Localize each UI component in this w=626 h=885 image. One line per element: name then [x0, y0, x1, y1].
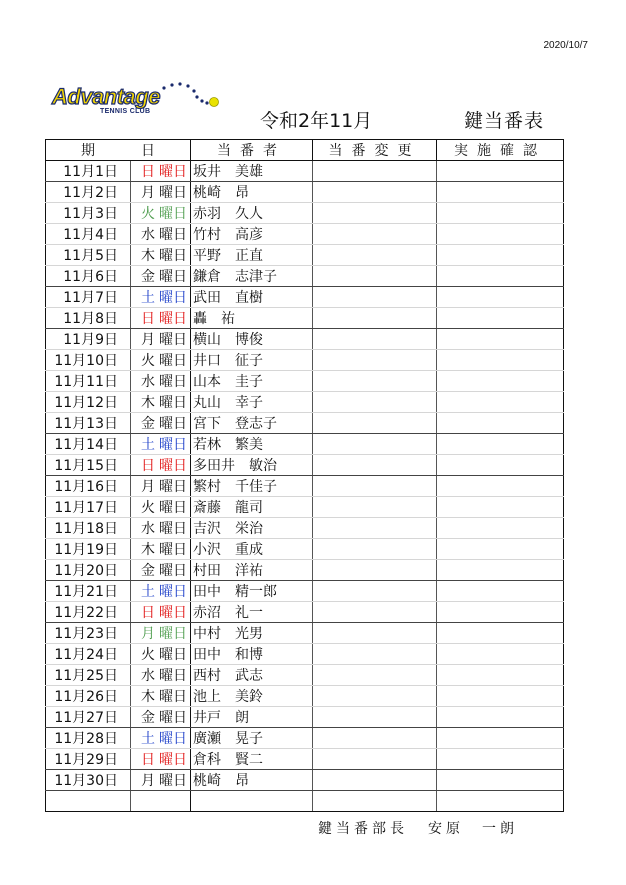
table-body: [46, 161, 564, 812]
change-cell: [313, 266, 437, 287]
date-cell: 11月12日: [46, 392, 131, 413]
weekday-char: 木: [141, 542, 155, 558]
duty-name-cell: 廣瀬 晃子: [191, 728, 313, 749]
duty-name-cell: 田中 和博: [191, 644, 313, 665]
weekday-cell: [131, 728, 191, 749]
weekday-cell: [131, 224, 191, 245]
table-row: [46, 329, 564, 350]
weekday-char: 木: [141, 248, 155, 264]
confirm-cell: [437, 434, 564, 455]
change-cell: [313, 497, 437, 518]
duty-name-cell: 轟 祐: [191, 308, 313, 329]
weekday-cell: [131, 392, 191, 413]
weekday-cell: [131, 749, 191, 770]
weekday-cell: [131, 581, 191, 602]
weekday-suffix: 曜日: [159, 647, 187, 663]
weekday-cell: [131, 182, 191, 203]
table-row: [46, 455, 564, 476]
confirm-cell: [437, 476, 564, 497]
weekday-suffix: 曜日: [159, 605, 187, 621]
date-cell: 11月9日: [46, 329, 131, 350]
weekday-suffix: 曜日: [159, 521, 187, 537]
confirm-cell: [437, 350, 564, 371]
weekday-suffix: 曜日: [159, 290, 187, 306]
date-cell: [46, 791, 131, 812]
header-duty: 当番者: [191, 140, 313, 161]
weekday-char: 土: [141, 437, 155, 453]
page-title: 鍵当番表: [464, 110, 545, 132]
date-cell: 11月5日: [46, 245, 131, 266]
duty-name-cell: 山本 圭子: [191, 371, 313, 392]
duty-name-cell: 井口 征子: [191, 350, 313, 371]
weekday-char: 木: [141, 689, 155, 705]
change-cell: [313, 245, 437, 266]
confirm-cell: [437, 728, 564, 749]
date-cell: 11月24日: [46, 644, 131, 665]
change-cell: [313, 623, 437, 644]
date-cell: 11月18日: [46, 518, 131, 539]
date-cell: 11月3日: [46, 203, 131, 224]
table-row: [46, 161, 564, 182]
change-cell: [313, 665, 437, 686]
weekday-cell: [131, 266, 191, 287]
weekday-cell: [131, 539, 191, 560]
advantage-logo: [52, 80, 222, 120]
date-cell: 11月1日: [46, 161, 131, 182]
weekday-suffix: 曜日: [159, 542, 187, 558]
weekday-cell: [131, 686, 191, 707]
date-cell: 11月13日: [46, 413, 131, 434]
weekday-cell: [131, 623, 191, 644]
confirm-cell: [437, 203, 564, 224]
date-cell: 11月20日: [46, 560, 131, 581]
change-cell: [313, 350, 437, 371]
change-cell: [313, 329, 437, 350]
weekday-cell: [131, 665, 191, 686]
change-cell: [313, 770, 437, 791]
change-cell: [313, 644, 437, 665]
weekday-cell: [131, 644, 191, 665]
change-cell: [313, 560, 437, 581]
weekday-cell: [131, 791, 191, 812]
date-cell: 11月26日: [46, 686, 131, 707]
weekday-cell: [131, 518, 191, 539]
weekday-suffix: 曜日: [159, 500, 187, 516]
duty-name-cell: [191, 791, 313, 812]
confirm-cell: [437, 665, 564, 686]
weekday-char: 日: [141, 164, 155, 180]
change-cell: [313, 686, 437, 707]
header-change: 当番変更: [313, 140, 437, 161]
weekday-cell: [131, 476, 191, 497]
confirm-cell: [437, 182, 564, 203]
weekday-cell: [131, 770, 191, 791]
duty-name-cell: 丸山 幸子: [191, 392, 313, 413]
header-period-hi: 日: [141, 143, 155, 159]
duty-name-cell: 赤羽 久人: [191, 203, 313, 224]
date-cell: 11月16日: [46, 476, 131, 497]
weekday-suffix: 曜日: [159, 248, 187, 264]
change-cell: [313, 161, 437, 182]
confirm-cell: [437, 686, 564, 707]
change-cell: [313, 287, 437, 308]
weekday-char: 火: [141, 353, 155, 369]
weekday-suffix: 曜日: [159, 479, 187, 495]
duty-name-cell: 吉沢 栄治: [191, 518, 313, 539]
weekday-suffix: 曜日: [159, 584, 187, 600]
weekday-suffix: 曜日: [159, 269, 187, 285]
change-cell: [313, 581, 437, 602]
table-row: [46, 308, 564, 329]
change-cell: [313, 434, 437, 455]
duty-name-cell: 鎌倉 志津子: [191, 266, 313, 287]
confirm-cell: [437, 329, 564, 350]
table-row: [46, 623, 564, 644]
header-period: [46, 140, 191, 161]
change-cell: [313, 392, 437, 413]
duty-name-cell: 村田 洋祐: [191, 560, 313, 581]
table-row: [46, 392, 564, 413]
table-row: [46, 665, 564, 686]
table-row: [46, 581, 564, 602]
date-cell: 11月30日: [46, 770, 131, 791]
weekday-char: 金: [141, 269, 155, 285]
table-row: [46, 371, 564, 392]
weekday-cell: [131, 707, 191, 728]
table-row: [46, 728, 564, 749]
table-row: [46, 749, 564, 770]
duty-name-cell: 坂井 美雄: [191, 161, 313, 182]
date-cell: 11月4日: [46, 224, 131, 245]
date-cell: 11月19日: [46, 539, 131, 560]
logo-wordmark: Advantage: [52, 84, 160, 109]
weekday-char: 日: [141, 458, 155, 474]
weekday-char: 火: [141, 647, 155, 663]
confirm-cell: [437, 791, 564, 812]
table-row: [46, 539, 564, 560]
weekday-char: 日: [141, 311, 155, 327]
weekday-cell: [131, 560, 191, 581]
duty-name-cell: 武田 直樹: [191, 287, 313, 308]
confirm-cell: [437, 560, 564, 581]
duty-name-cell: 宮下 登志子: [191, 413, 313, 434]
table-row: [46, 203, 564, 224]
duty-name-cell: 多田井 敏治: [191, 455, 313, 476]
confirm-cell: [437, 287, 564, 308]
duty-name-cell: 井戸 朗: [191, 707, 313, 728]
weekday-suffix: 曜日: [159, 206, 187, 222]
duty-name-cell: 田中 精一郎: [191, 581, 313, 602]
table-row: [46, 182, 564, 203]
weekday-suffix: 曜日: [159, 353, 187, 369]
weekday-cell: [131, 350, 191, 371]
confirm-cell: [437, 770, 564, 791]
weekday-char: 金: [141, 416, 155, 432]
confirm-cell: [437, 266, 564, 287]
weekday-suffix: 曜日: [159, 752, 187, 768]
table-row: [46, 224, 564, 245]
signature-line: [318, 818, 518, 838]
confirm-cell: [437, 413, 564, 434]
title-month: 令和2年11月: [260, 110, 373, 132]
weekday-char: 日: [141, 752, 155, 768]
table-row: [46, 245, 564, 266]
weekday-cell: [131, 329, 191, 350]
change-cell: [313, 518, 437, 539]
weekday-char: 水: [141, 227, 155, 243]
change-cell: [313, 182, 437, 203]
weekday-suffix: 曜日: [159, 689, 187, 705]
table-row: [46, 350, 564, 371]
weekday-cell: [131, 203, 191, 224]
weekday-char: 月: [141, 626, 155, 642]
signature-name: 安原 一朗: [428, 821, 518, 837]
weekday-char: 水: [141, 374, 155, 390]
date-cell: 11月21日: [46, 581, 131, 602]
confirm-cell: [437, 539, 564, 560]
duty-name-cell: 赤沼 礼一: [191, 602, 313, 623]
weekday-char: 土: [141, 290, 155, 306]
duty-name-cell: 繁村 千佳子: [191, 476, 313, 497]
date-cell: 11月14日: [46, 434, 131, 455]
confirm-cell: [437, 581, 564, 602]
header-confirm: 実施確認: [437, 140, 564, 161]
weekday-char: 月: [141, 479, 155, 495]
table-row: [46, 560, 564, 581]
weekday-char: 火: [141, 500, 155, 516]
weekday-char: 土: [141, 584, 155, 600]
table-row: [46, 644, 564, 665]
weekday-suffix: 曜日: [159, 563, 187, 579]
date-cell: 11月10日: [46, 350, 131, 371]
date-cell: 11月11日: [46, 371, 131, 392]
confirm-cell: [437, 245, 564, 266]
duty-name-cell: 若林 繁美: [191, 434, 313, 455]
weekday-cell: [131, 287, 191, 308]
date-cell: 11月29日: [46, 749, 131, 770]
weekday-cell: [131, 245, 191, 266]
weekday-suffix: 曜日: [159, 668, 187, 684]
change-cell: [313, 539, 437, 560]
table-row: [46, 707, 564, 728]
date-cell: 11月17日: [46, 497, 131, 518]
table-row: [46, 497, 564, 518]
weekday-cell: [131, 497, 191, 518]
table-row: [46, 518, 564, 539]
weekday-cell: [131, 602, 191, 623]
duty-name-cell: 小沢 重成: [191, 539, 313, 560]
confirm-cell: [437, 455, 564, 476]
weekday-char: 金: [141, 563, 155, 579]
date-cell: 11月23日: [46, 623, 131, 644]
weekday-suffix: 曜日: [159, 374, 187, 390]
weekday-char: 水: [141, 521, 155, 537]
weekday-char: 月: [141, 185, 155, 201]
change-cell: [313, 749, 437, 770]
weekday-suffix: 曜日: [159, 626, 187, 642]
weekday-char: 月: [141, 773, 155, 789]
table-row: [46, 434, 564, 455]
table-row: [46, 413, 564, 434]
duty-name-cell: 横山 博俊: [191, 329, 313, 350]
date-cell: 11月8日: [46, 308, 131, 329]
weekday-char: 月: [141, 332, 155, 348]
date-cell: 11月6日: [46, 266, 131, 287]
weekday-char: 日: [141, 605, 155, 621]
table-header-row: [46, 140, 564, 161]
weekday-suffix: 曜日: [159, 458, 187, 474]
weekday-suffix: 曜日: [159, 227, 187, 243]
key-duty-table: [45, 139, 564, 812]
duty-name-cell: 桃崎 昂: [191, 770, 313, 791]
weekday-cell: [131, 308, 191, 329]
change-cell: [313, 602, 437, 623]
change-cell: [313, 203, 437, 224]
date-cell: 11月25日: [46, 665, 131, 686]
confirm-cell: [437, 161, 564, 182]
confirm-cell: [437, 602, 564, 623]
weekday-suffix: 曜日: [159, 395, 187, 411]
confirm-cell: [437, 623, 564, 644]
header-period-ki: 期: [81, 143, 95, 159]
confirm-cell: [437, 392, 564, 413]
confirm-cell: [437, 749, 564, 770]
change-cell: [313, 371, 437, 392]
confirm-cell: [437, 707, 564, 728]
change-cell: [313, 791, 437, 812]
duty-name-cell: 西村 武志: [191, 665, 313, 686]
signature-role: 鍵当番部長: [318, 821, 408, 837]
weekday-cell: [131, 434, 191, 455]
change-cell: [313, 455, 437, 476]
confirm-cell: [437, 518, 564, 539]
change-cell: [313, 707, 437, 728]
logo-subtitle: TENNIS CLUB: [100, 108, 151, 115]
confirm-cell: [437, 497, 564, 518]
weekday-char: 火: [141, 206, 155, 222]
duty-name-cell: 竹村 高彦: [191, 224, 313, 245]
change-cell: [313, 308, 437, 329]
duty-name-cell: 倉科 賢二: [191, 749, 313, 770]
weekday-suffix: 曜日: [159, 185, 187, 201]
weekday-suffix: 曜日: [159, 773, 187, 789]
table-row: [46, 602, 564, 623]
weekday-cell: [131, 371, 191, 392]
date-cell: 11月27日: [46, 707, 131, 728]
table-row: [46, 770, 564, 791]
weekday-char: 金: [141, 710, 155, 726]
date-cell: 11月22日: [46, 602, 131, 623]
duty-name-cell: 池上 美鈴: [191, 686, 313, 707]
date-cell: 11月15日: [46, 455, 131, 476]
weekday-suffix: 曜日: [159, 416, 187, 432]
duty-name-cell: 中村 光男: [191, 623, 313, 644]
confirm-cell: [437, 308, 564, 329]
weekday-cell: [131, 161, 191, 182]
weekday-suffix: 曜日: [159, 437, 187, 453]
confirm-cell: [437, 644, 564, 665]
confirm-cell: [437, 371, 564, 392]
table-row: [46, 287, 564, 308]
change-cell: [313, 413, 437, 434]
duty-name-cell: 斎藤 龍司: [191, 497, 313, 518]
table-row: [46, 476, 564, 497]
weekday-cell: [131, 455, 191, 476]
date-cell: 11月7日: [46, 287, 131, 308]
print-date: 2020/10/7: [543, 40, 588, 51]
table-row: [46, 686, 564, 707]
change-cell: [313, 224, 437, 245]
weekday-char: 木: [141, 395, 155, 411]
duty-name-cell: 平野 正直: [191, 245, 313, 266]
confirm-cell: [437, 224, 564, 245]
weekday-suffix: 曜日: [159, 164, 187, 180]
weekday-char: 土: [141, 731, 155, 747]
table-row: [46, 791, 564, 812]
weekday-char: 水: [141, 668, 155, 684]
table-row: [46, 266, 564, 287]
weekday-suffix: 曜日: [159, 311, 187, 327]
weekday-suffix: 曜日: [159, 731, 187, 747]
weekday-cell: [131, 413, 191, 434]
weekday-suffix: 曜日: [159, 710, 187, 726]
weekday-suffix: 曜日: [159, 332, 187, 348]
change-cell: [313, 728, 437, 749]
date-cell: 11月2日: [46, 182, 131, 203]
date-cell: 11月28日: [46, 728, 131, 749]
duty-name-cell: 桃崎 昂: [191, 182, 313, 203]
change-cell: [313, 476, 437, 497]
